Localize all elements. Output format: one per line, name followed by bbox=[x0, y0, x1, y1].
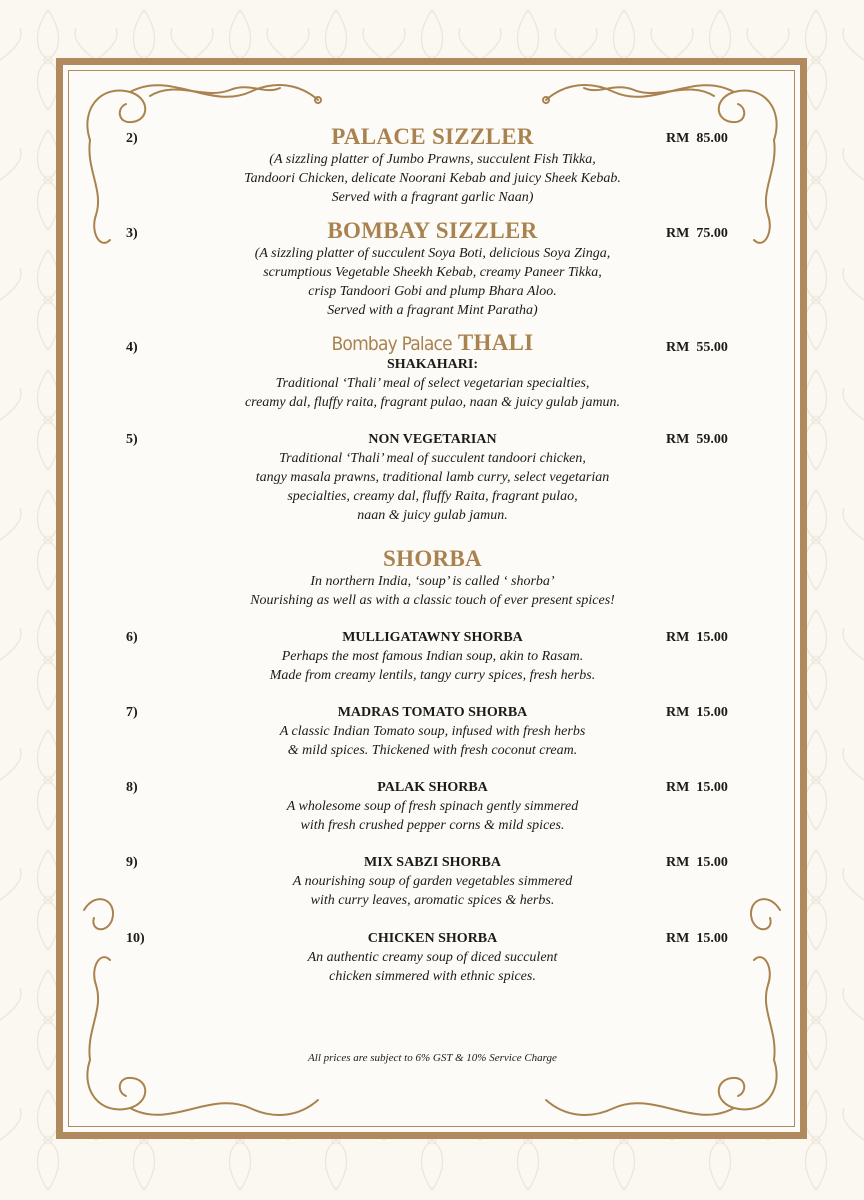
item-description: An authentic creamy soup of diced succulent chicken simmered with ethnic spices. bbox=[307, 950, 558, 984]
section-description: In northern India, ‘soup’ is called ‘ shorba’ Nourishing as well as with a classic touch of ever present spices! bbox=[250, 574, 615, 608]
item-subtitle: MIX SABZI SHORBA bbox=[364, 855, 501, 870]
price-footnote: All prices are subject to 6% GST & 10% Service Charge bbox=[308, 1052, 557, 1064]
item-number: 9) bbox=[126, 855, 138, 870]
item-title: PALACE SIZZLER bbox=[331, 124, 534, 149]
item-description: A wholesome soup of fresh spinach gently simmered with fresh crushed pepper corns & mild spices. bbox=[286, 799, 579, 833]
item-subtitle: CHICKEN SHORBA bbox=[367, 931, 498, 946]
menu-item-palace-sizzler bbox=[170, 124, 695, 207]
item-number: 10) bbox=[126, 931, 145, 946]
item-price: RM 15.00 bbox=[666, 855, 728, 870]
item-number: 3) bbox=[126, 226, 138, 241]
item-title: THALI bbox=[457, 330, 534, 355]
item-number: 5) bbox=[126, 432, 138, 447]
menu-item-mulligatawny-shorba bbox=[170, 629, 695, 685]
menu-item-chicken-shorba bbox=[170, 930, 695, 986]
menu-item-bombay-sizzler bbox=[170, 218, 695, 320]
section-shorba bbox=[170, 546, 695, 610]
bombay-palace-logo: Bombay Palace bbox=[331, 333, 452, 355]
item-number: 6) bbox=[126, 630, 138, 645]
item-subtitle: NON VEGETARIAN bbox=[368, 432, 497, 447]
menu-item-palak-shorba bbox=[170, 779, 695, 835]
item-subtitle: MULLIGATAWNY SHORBA bbox=[342, 630, 523, 645]
thali-heading bbox=[170, 330, 695, 356]
item-price: RM 85.00 bbox=[666, 131, 728, 146]
item-description: (A sizzling platter of Jumbo Prawns, succulent Fish Tikka, Tandoori Chicken, delicate Noorani Kebab and juicy Sheek Kebab. Served with a fragrant garlic Naan) bbox=[244, 152, 621, 205]
item-title: BOMBAY SIZZLER bbox=[327, 218, 538, 243]
item-description: Perhaps the most famous Indian soup, akin to Rasam. Made from creamy lentils, tangy curry spices, fresh herbs. bbox=[269, 649, 596, 683]
item-price: RM 59.00 bbox=[666, 432, 728, 447]
item-subtitle: PALAK SHORBA bbox=[377, 780, 488, 795]
item-price: RM 55.00 bbox=[666, 340, 728, 355]
menu-item-mix-sabzi-shorba bbox=[170, 854, 695, 910]
item-description: A classic Indian Tomato soup, infused with fresh herbs & mild spices. Thickened with fresh coconut cream. bbox=[279, 724, 586, 758]
item-number: 4) bbox=[126, 340, 138, 355]
item-number: 7) bbox=[126, 705, 138, 720]
item-description: A nourishing soup of garden vegetables simmered with curry leaves, aromatic spices & herbs. bbox=[292, 874, 573, 908]
section-title: SHORBA bbox=[383, 546, 482, 571]
item-subtitle: MADRAS TOMATO SHORBA bbox=[337, 705, 528, 720]
item-subtitle: SHAKAHARI: bbox=[386, 357, 478, 372]
item-price: RM 15.00 bbox=[666, 931, 728, 946]
item-number: 2) bbox=[126, 131, 138, 146]
menu-item-madras-tomato-shorba bbox=[170, 704, 695, 760]
item-price: RM 15.00 bbox=[666, 630, 728, 645]
menu-item-thali-shakahari bbox=[170, 330, 695, 412]
item-number: 8) bbox=[126, 780, 138, 795]
item-description: Traditional ‘Thali’ meal of succulent tandoori chicken, tangy masala prawns, traditional lamb curry, select vegetarian specialties, creamy dal, fluffy Raita, fragrant pulao, naan & juicy gulab jamun. bbox=[255, 451, 610, 523]
item-price: RM 15.00 bbox=[666, 780, 728, 795]
item-price: RM 75.00 bbox=[666, 226, 728, 241]
item-price: RM 15.00 bbox=[666, 705, 728, 720]
menu-item-thali-non-vegetarian bbox=[170, 431, 695, 525]
item-description: Traditional ‘Thali’ meal of select vegetarian specialties, creamy dal, fluffy raita, fragrant pulao, naan & juicy gulab jamun. bbox=[244, 376, 621, 410]
item-description: (A sizzling platter of succulent Soya Boti, delicious Soya Zinga, scrumptious Vegetable Sheekh Kebab, creamy Paneer Tikka, crisp Tandoori Gobi and plump Bhara Aloo. Served with a fragrant Mint Paratha) bbox=[254, 246, 611, 318]
